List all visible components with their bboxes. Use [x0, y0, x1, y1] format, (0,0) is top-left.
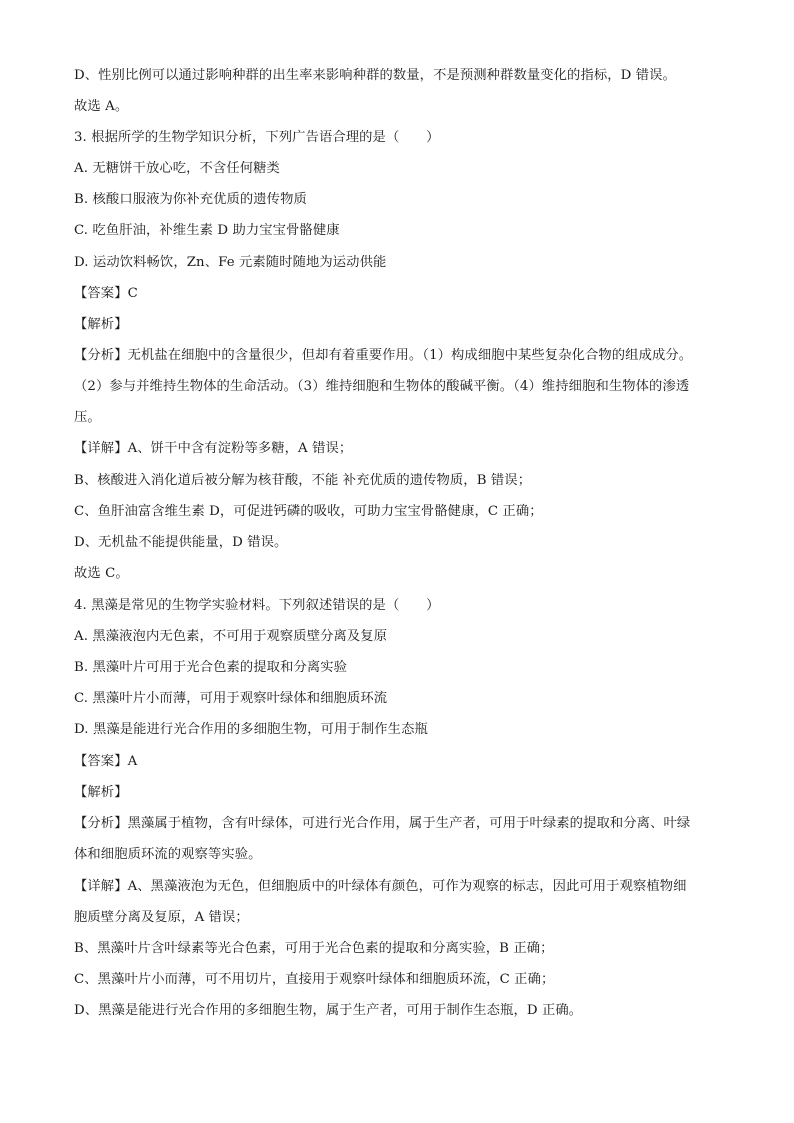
analysis-paragraph: 压。: [74, 410, 101, 425]
question-3-stem: 3. 根据所学的生物学知识分析，下列广告语合理的是（ ）: [74, 130, 440, 145]
option-b: B. 核酸口服液为你补充优质的遗传物质: [74, 192, 307, 207]
answer-label: 【答案】A: [74, 754, 138, 769]
analysis-heading: 【解析】: [74, 785, 128, 800]
text-line: 故选 C。: [74, 566, 129, 581]
option-b: B. 黑藻叶片可用于光合色素的提取和分离实验: [74, 660, 348, 675]
option-a: A. 无糖饼干放心吃，不含任何糖类: [74, 161, 280, 176]
question-4-stem: 4. 黑藻是常见的生物学实验材料。下列叙述错误的是（ ）: [74, 598, 440, 613]
analysis-paragraph: （2）参与并维持生物体的生命活动。（3）维持细胞和生物体的酸碱平衡。（4）维持细胞和生物体的渗透: [74, 379, 690, 394]
option-c: C. 吃鱼肝油，补维生素 D 助力宝宝骨骼健康: [74, 223, 340, 238]
text-line: D、性别比例可以通过影响种群的出生率来影响种群的数量，不是预测种群数量变化的指标，D 错误。: [74, 68, 676, 83]
text-line: 故选 A。: [74, 99, 129, 114]
detail-paragraph: B、黑藻叶片含叶绿素等光合色素，可用于光合色素的提取和分离实验，B 正确；: [74, 941, 554, 956]
analysis-heading: 【解析】: [74, 317, 128, 332]
option-d: D. 运动饮料畅饮，Zn、Fe 元素随时随地为运动供能: [74, 255, 387, 270]
detail-paragraph: B、核酸进入消化道后被分解为核苷酸，不能 补充优质的遗传物质，B 错误；: [74, 473, 532, 488]
detail-paragraph: C、黑藻叶片小而薄，可不用切片，直接用于观察叶绿体和细胞质环流，C 正确；: [74, 972, 555, 987]
detail-paragraph: C、鱼肝油富含维生素 D，可促进钙磷的吸收，可助力宝宝骨骼健康，C 正确；: [74, 504, 543, 519]
detail-paragraph: 胞质壁分离及复原，A 错误；: [74, 910, 249, 925]
option-c: C. 黑藻叶片小而薄，可用于观察叶绿体和细胞质环流: [74, 691, 388, 706]
detail-paragraph: 【详解】A、饼干中含有淀粉等多糖，A 错误；: [74, 441, 353, 456]
analysis-paragraph: 【分析】无机盐在细胞中的含量很少，但却有着重要作用。（1）构成细胞中某些复杂化合物的组成成分。: [74, 348, 693, 363]
analysis-paragraph: 【分析】黑藻属于植物，含有叶绿体，可进行光合作用，属于生产者，可用于叶绿素的提取和分离、叶绿: [74, 816, 691, 831]
analysis-paragraph: 体和细胞质环流的观察等实验。: [74, 847, 262, 862]
option-d: D. 黑藻是能进行光合作用的多细胞生物，可用于制作生态瓶: [74, 722, 428, 737]
option-a: A. 黑藻液泡内无色素，不可用于观察质壁分离及复原: [74, 629, 388, 644]
detail-paragraph: D、无机盐不能提供能量，D 错误。: [74, 535, 288, 550]
answer-label: 【答案】C: [74, 286, 138, 301]
detail-paragraph: 【详解】A、黑藻液泡为无色，但细胞质中的叶绿体有颜色，可作为观察的标志，因此可用于观察植物细: [74, 879, 687, 894]
detail-paragraph: D、黑藻是能进行光合作用的多细胞生物，属于生产者，可用于制作生态瓶，D 正确。: [74, 1003, 583, 1018]
